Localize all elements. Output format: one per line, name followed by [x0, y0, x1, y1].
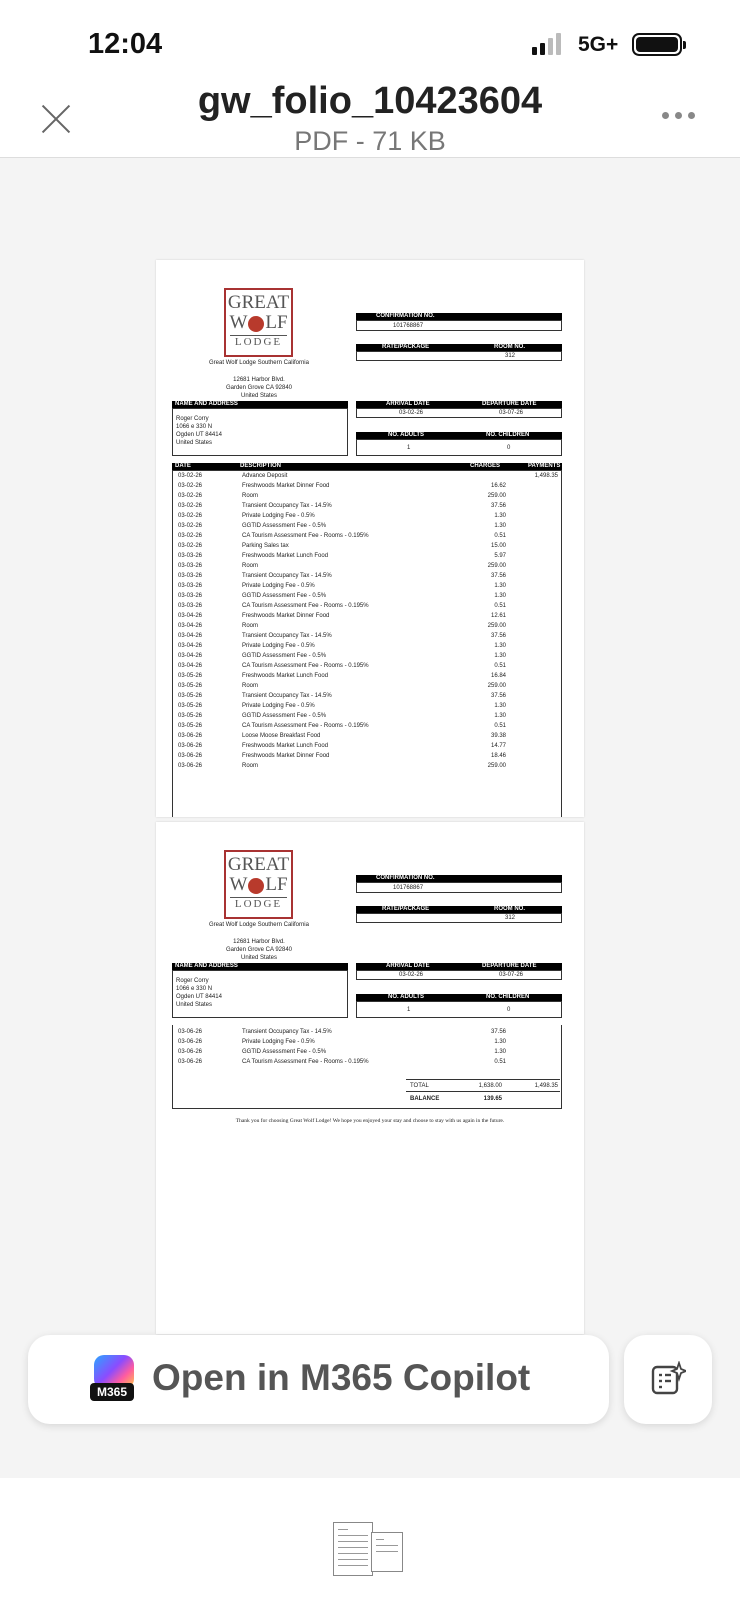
ledger-row — [178, 711, 558, 721]
ledger-row — [178, 491, 558, 501]
rate-room-bar: RATE/PACKAGE ROOM NO. — [356, 344, 562, 351]
ledger-header: DATE DESCRIPTION CHARGES PAYMENTS — [172, 463, 562, 470]
rate-room-box — [356, 913, 562, 923]
ledger-date: 03-06-26 — [178, 733, 203, 739]
ledger-date: 03-02-26 — [178, 543, 203, 549]
ledger-date: 03-02-26 — [178, 533, 203, 539]
ledger-payment: 1,498.35 — [534, 473, 558, 479]
ledger-date: 03-04-26 — [178, 643, 203, 649]
ledger-description: CA Tourism Assessment Fee - Rooms - 0.195% — [242, 533, 369, 539]
ledger-charge: 1.30 — [494, 713, 506, 719]
m365-copilot-icon: M365 — [90, 1355, 140, 1403]
ledger-charge: 14.77 — [490, 743, 506, 749]
guests-bar: NO. ADULTS NO. CHILDREN — [356, 432, 562, 439]
ledger-row — [178, 721, 558, 731]
ledger-row — [178, 571, 558, 581]
file-title: gw_folio_10423604 — [197, 80, 543, 122]
ledger-date: 03-03-26 — [178, 563, 203, 569]
copilot-notes-button[interactable] — [624, 1335, 712, 1424]
ledger-description: Private Lodging Fee - 0.5% — [242, 643, 315, 649]
ledger-charge: 1.30 — [494, 593, 506, 599]
thank-you-note: Thank you for choosing Great Wolf Lodge! We hope you enjoyed your stay and choose to stay with us again in the future. — [235, 1118, 505, 1124]
ledger-date: 03-02-26 — [178, 523, 203, 529]
ledger-description: GGTID Assessment Fee - 0.5% — [242, 1049, 327, 1055]
ledger-description: Loose Moose Breakfast Food — [242, 733, 321, 739]
ledger-row — [178, 471, 558, 481]
balance-label: BALANCE — [410, 1096, 440, 1102]
ledger-charge: 259.00 — [487, 493, 506, 499]
dates-bar: ARRIVAL DATE DEPARTURE DATE — [356, 401, 562, 408]
ledger-description: Room — [242, 763, 259, 769]
ledger-charge: 1.30 — [494, 523, 506, 529]
ledger-charge: 259.00 — [487, 623, 506, 629]
viewer-header — [0, 80, 740, 158]
ledger-description: Transient Occupancy Tax - 14.5% — [242, 503, 332, 509]
ledger-description: Transient Occupancy Tax - 14.5% — [242, 573, 332, 579]
status-time: 12:04 — [88, 28, 163, 60]
ledger-description: Freshwoods Market Lunch Food — [242, 743, 329, 749]
ledger-description: Freshwoods Market Dinner Food — [242, 753, 330, 759]
ledger-charge: 18.46 — [490, 753, 506, 759]
ledger-charge: 1.30 — [494, 703, 506, 709]
ledger-description: CA Tourism Assessment Fee - Rooms - 0.195% — [242, 603, 369, 609]
hotel-name: Great Wolf Lodge Southern California — [209, 360, 309, 366]
guest-address-3: United States — [176, 440, 213, 446]
ledger-date: 03-02-26 — [178, 493, 203, 499]
ledger-charge: 0.51 — [494, 723, 506, 729]
ledger-description: CA Tourism Assessment Fee - Rooms - 0.195% — [242, 663, 369, 669]
rate-room-bar: RATE/PACKAGE ROOM NO. — [356, 906, 562, 913]
ledger-charge: 1.30 — [494, 513, 506, 519]
ledger-date: 03-03-26 — [178, 603, 203, 609]
ledger-date: 03-03-26 — [178, 553, 203, 559]
ledger-description: Parking Sales tax — [242, 543, 289, 549]
ledger-date: 03-05-26 — [178, 723, 203, 729]
ledger-description: Transient Occupancy Tax - 14.5% — [242, 633, 332, 639]
ledger-row — [178, 751, 558, 761]
hotel-address-2: Garden Grove CA 92840 — [225, 385, 293, 391]
ledger-row — [178, 541, 558, 551]
ledger-row — [178, 661, 558, 671]
guest-address-1: 1066 e 330 N — [176, 424, 213, 430]
ledger-description: Room — [242, 563, 259, 569]
room-no: 312 — [505, 353, 516, 359]
ledger-row — [178, 731, 558, 741]
ledger-charge: 0.51 — [494, 533, 506, 539]
status-bar — [0, 0, 740, 80]
guest-box — [172, 408, 348, 456]
network-label: 5G+ — [578, 33, 619, 56]
guest-address-1: 1066 e 330 N — [176, 986, 213, 992]
children-count: 0 — [507, 445, 511, 451]
great-wolf-logo: GREAT W LF LODGE — [224, 850, 293, 919]
hotel-address-2: Garden Grove CA 92840 — [225, 947, 293, 953]
total-rule — [406, 1079, 560, 1080]
ledger-row — [178, 501, 558, 511]
ledger-row — [178, 741, 558, 751]
guest-address-2: Ogden UT 84414 — [176, 432, 222, 438]
ledger-date: 03-06-26 — [178, 1059, 203, 1065]
guests-box — [356, 439, 562, 456]
ledger-charge: 0.51 — [494, 663, 506, 669]
ledger-description: Freshwoods Market Dinner Food — [242, 483, 330, 489]
ledger-description: Transient Occupancy Tax - 14.5% — [242, 693, 332, 699]
ledger-row — [178, 511, 558, 521]
ledger-date: 03-03-26 — [178, 593, 203, 599]
ledger-row — [178, 551, 558, 561]
ledger-description: Freshwoods Market Dinner Food — [242, 613, 330, 619]
battery-icon — [632, 33, 682, 56]
confirmation-label: CONFIRMATION NO. — [356, 313, 562, 320]
room-no: 312 — [505, 915, 516, 921]
ledger-date: 03-04-26 — [178, 663, 203, 669]
guest-name: Roger Corry — [176, 978, 209, 984]
ledger-charge: 259.00 — [487, 683, 506, 689]
ledger-row — [178, 1027, 558, 1037]
confirmation-label: CONFIRMATION NO. — [356, 875, 562, 882]
ledger-charge: 1.30 — [494, 1039, 506, 1045]
ledger-charge: 5.97 — [494, 553, 506, 559]
ledger-date: 03-02-26 — [178, 503, 203, 509]
great-wolf-logo: GREAT W LF LODGE — [224, 288, 293, 357]
ledger-row — [178, 701, 558, 711]
more-icon[interactable] — [662, 112, 695, 119]
confirmation-box — [356, 882, 562, 893]
departure-date: 03-07-26 — [499, 410, 524, 416]
ledger-description: Freshwoods Market Lunch Food — [242, 673, 329, 679]
ledger-description: GGTID Assessment Fee - 0.5% — [242, 653, 327, 659]
ledger-date: 03-05-26 — [178, 683, 203, 689]
total-label: TOTAL — [410, 1083, 429, 1089]
ledger-charge: 12.61 — [490, 613, 506, 619]
page-thumbnails-icon[interactable] — [333, 1522, 407, 1576]
adults-count: 1 — [407, 445, 411, 451]
hotel-address-1: 12681 Harbor Blvd. — [233, 377, 285, 383]
ledger-date: 03-04-26 — [178, 613, 203, 619]
ledger-description: Private Lodging Fee - 0.5% — [242, 1039, 315, 1045]
ledger-description: Private Lodging Fee - 0.5% — [242, 583, 315, 589]
ledger-description: Freshwoods Market Lunch Food — [242, 553, 329, 559]
ledger-row — [178, 531, 558, 541]
ledger-charge: 259.00 — [487, 763, 506, 769]
ledger-date: 03-02-26 — [178, 483, 203, 489]
ledger-description: Private Lodging Fee - 0.5% — [242, 703, 315, 709]
ledger-row — [178, 671, 558, 681]
ledger-charge: 0.51 — [494, 1059, 506, 1065]
ledger-date: 03-03-26 — [178, 583, 203, 589]
adults-count: 1 — [407, 1007, 411, 1013]
ledger-charge: 39.38 — [490, 733, 506, 739]
ledger-charge: 37.56 — [490, 1029, 506, 1035]
pdf-page-1[interactable] — [156, 260, 584, 817]
ledger-charge: 1.30 — [494, 1049, 506, 1055]
ledger-charge: 259.00 — [487, 563, 506, 569]
pdf-page-2[interactable] — [156, 822, 584, 1334]
ledger-row — [178, 601, 558, 611]
bottom-bar — [0, 1478, 740, 1600]
hotel-address-3: United States — [240, 393, 278, 399]
ledger-date: 03-05-26 — [178, 673, 203, 679]
ledger-row — [178, 681, 558, 691]
ledger-row — [178, 761, 558, 771]
ledger-row — [178, 561, 558, 571]
ledger-row — [178, 481, 558, 491]
ledger-date: 03-06-26 — [178, 1039, 203, 1045]
dates-box — [356, 970, 562, 980]
ledger-row — [178, 581, 558, 591]
ledger-charge: 16.62 — [490, 483, 506, 489]
ledger-row — [178, 651, 558, 661]
ledger-description: Transient Occupancy Tax - 14.5% — [242, 1029, 332, 1035]
guests-box — [356, 1001, 562, 1018]
ledger-charge: 15.00 — [490, 543, 506, 549]
file-subtitle: PDF - 71 KB — [294, 126, 446, 156]
ledger-date: 03-02-26 — [178, 473, 203, 479]
ledger-date: 03-06-26 — [178, 1029, 203, 1035]
name-address-label: NAME AND ADDRESS — [172, 401, 348, 408]
ledger-row — [178, 1057, 558, 1067]
guest-name: Roger Corry — [176, 416, 209, 422]
ledger-row — [178, 691, 558, 701]
ledger-description: GGTID Assessment Fee - 0.5% — [242, 713, 327, 719]
arrival-date: 03-02-26 — [399, 972, 424, 978]
ledger-date: 03-04-26 — [178, 653, 203, 659]
ledger-date: 03-04-26 — [178, 623, 203, 629]
guest-address-2: Ogden UT 84414 — [176, 994, 222, 1000]
ledger-date: 03-06-26 — [178, 763, 203, 769]
total-payments: 1,498.35 — [534, 1083, 558, 1089]
balance-amount: 139.65 — [483, 1096, 502, 1102]
confirmation-no: 101768867 — [393, 323, 424, 329]
ledger-row — [178, 641, 558, 651]
guest-box — [172, 970, 348, 1018]
rate-room-box — [356, 351, 562, 361]
ledger-date: 03-05-26 — [178, 703, 203, 709]
dates-bar: ARRIVAL DATE DEPARTURE DATE — [356, 963, 562, 970]
ledger-description: GGTID Assessment Fee - 0.5% — [242, 593, 327, 599]
ledger-date: 03-05-26 — [178, 693, 203, 699]
departure-date: 03-07-26 — [499, 972, 524, 978]
ledger-charge: 37.56 — [490, 633, 506, 639]
ledger-row — [178, 521, 558, 531]
ledger-row — [178, 1047, 558, 1057]
ledger-date: 03-05-26 — [178, 713, 203, 719]
guests-bar: NO. ADULTS NO. CHILDREN — [356, 994, 562, 1001]
name-address-label: NAME AND ADDRESS — [172, 963, 348, 970]
ledger-date: 03-02-26 — [178, 513, 203, 519]
open-in-copilot-label: Open in M365 Copilot — [152, 1357, 531, 1398]
ledger-description: Room — [242, 623, 259, 629]
ledger-row — [178, 621, 558, 631]
children-count: 0 — [507, 1007, 511, 1013]
balance-rule — [406, 1091, 560, 1092]
ledger-row — [178, 611, 558, 621]
signal-icon — [532, 33, 561, 55]
ledger-charge: 37.56 — [490, 503, 506, 509]
ledger-description: Room — [242, 493, 259, 499]
ledger-charge: 1.30 — [494, 583, 506, 589]
ledger-date: 03-03-26 — [178, 573, 203, 579]
hotel-name: Great Wolf Lodge Southern California — [209, 922, 309, 928]
confirmation-no: 101768867 — [393, 885, 424, 891]
ledger-charge: 1.30 — [494, 653, 506, 659]
total-charges: 1,638.00 — [478, 1083, 502, 1089]
guest-address-3: United States — [176, 1002, 213, 1008]
ledger-description: CA Tourism Assessment Fee - Rooms - 0.195% — [242, 1059, 369, 1065]
ledger-description: Advance Deposit — [242, 473, 288, 479]
ledger-charge: 1.30 — [494, 643, 506, 649]
copilot-notes-icon — [650, 1361, 686, 1397]
ledger-charge: 37.56 — [490, 693, 506, 699]
ledger-date: 03-04-26 — [178, 633, 203, 639]
hotel-address-1: 12681 Harbor Blvd. — [233, 939, 285, 945]
ledger-description: GGTID Assessment Fee - 0.5% — [242, 523, 327, 529]
ledger-date: 03-06-26 — [178, 1049, 203, 1055]
ledger-row — [178, 1037, 558, 1047]
ledger-row — [178, 591, 558, 601]
ledger-charge: 16.84 — [490, 673, 506, 679]
dates-box — [356, 408, 562, 418]
ledger-description: CA Tourism Assessment Fee - Rooms - 0.195% — [242, 723, 369, 729]
ledger-date: 03-06-26 — [178, 743, 203, 749]
ledger-charge: 37.56 — [490, 573, 506, 579]
confirmation-box — [356, 320, 562, 331]
ledger-charge: 0.51 — [494, 603, 506, 609]
arrival-date: 03-02-26 — [399, 410, 424, 416]
ledger-row — [178, 631, 558, 641]
ledger-description: Private Lodging Fee - 0.5% — [242, 513, 315, 519]
ledger-description: Room — [242, 683, 259, 689]
open-in-copilot-button[interactable] — [28, 1335, 609, 1424]
hotel-address-3: United States — [240, 955, 278, 961]
ledger-date: 03-06-26 — [178, 753, 203, 759]
